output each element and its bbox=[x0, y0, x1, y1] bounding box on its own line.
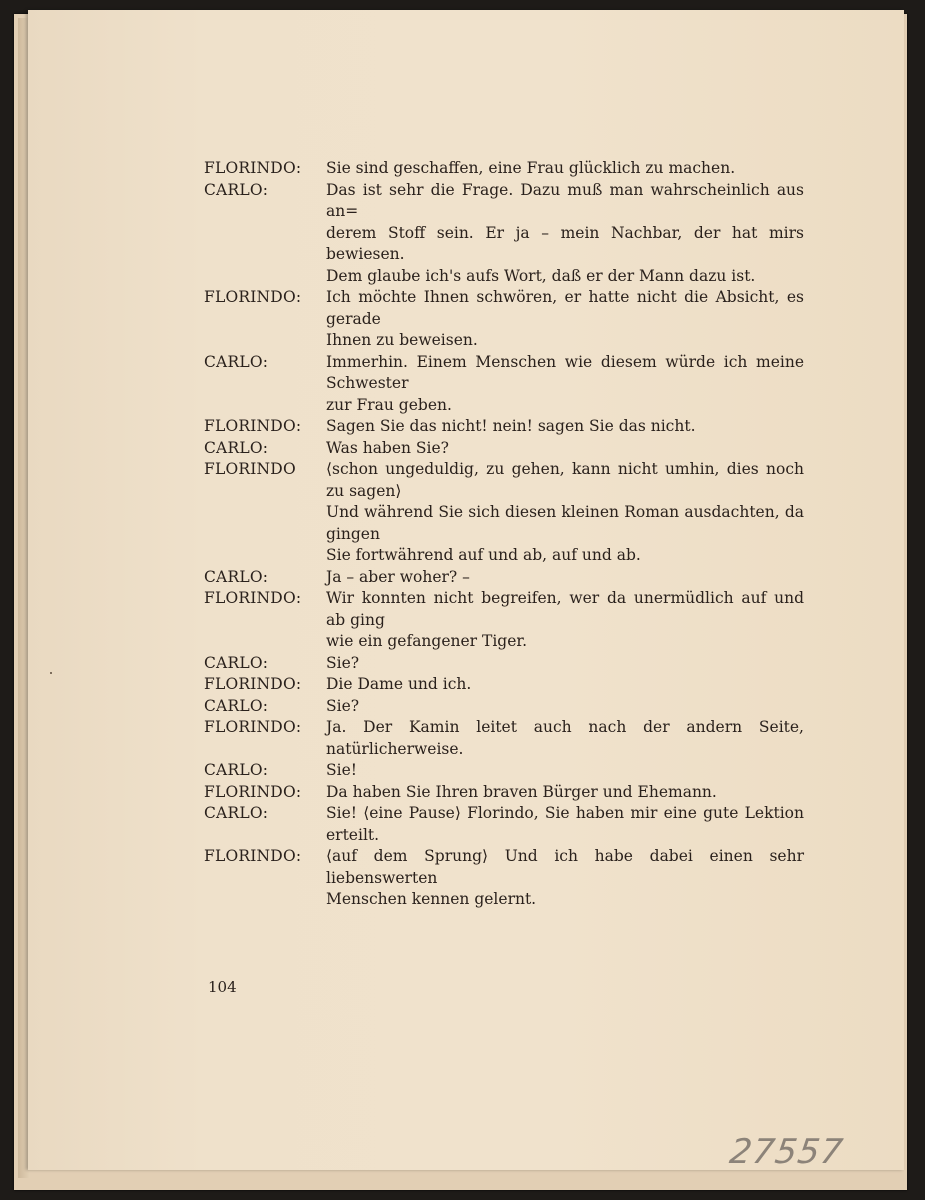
speech-text bbox=[326, 717, 804, 760]
speech-line: Sie? bbox=[326, 696, 360, 715]
speech-line: zur Frau geben. bbox=[326, 395, 452, 414]
dialogue-row bbox=[204, 416, 804, 438]
speech-line: Immerhin. Einem Menschen wie diesem würde ich meine Schwester bbox=[326, 352, 804, 392]
dialogue-row bbox=[204, 717, 804, 760]
speaker-name: FLORINDO: bbox=[204, 288, 302, 306]
speech-text bbox=[326, 158, 804, 180]
dialogue-row bbox=[204, 760, 804, 782]
dialogue-row bbox=[204, 180, 804, 288]
speech-text bbox=[326, 846, 804, 911]
speaker-name: FLORINDO: bbox=[204, 589, 302, 607]
dialogue-row bbox=[204, 438, 804, 460]
dialogue-row bbox=[204, 459, 804, 567]
speaker-name: CARLO: bbox=[204, 352, 269, 371]
speech-line: Und während Sie sich diesen kleinen Roman ausdachten, da gingen bbox=[326, 503, 804, 543]
speaker-name: FLORINDO: bbox=[204, 417, 302, 435]
speech-line: Ich möchte Ihnen schwören, er hatte nicht die Absicht, es gerade bbox=[326, 288, 804, 328]
speech-line: Dem glaube ich's aufs Wort, daß er der Mann dazu ist. bbox=[326, 266, 756, 285]
speech-line: Was haben Sie? bbox=[326, 438, 449, 457]
speech-text bbox=[326, 588, 804, 653]
handwritten-shelf-mark: 27557 bbox=[727, 1132, 846, 1172]
speech-line: Das ist sehr die Frage. Dazu muß man wahrscheinlich aus an= bbox=[326, 180, 804, 220]
dialogue-row bbox=[204, 803, 804, 846]
speech-line: Die Dame und ich. bbox=[326, 675, 472, 693]
speech-text bbox=[326, 653, 804, 675]
speech-text bbox=[326, 760, 804, 782]
speech-text bbox=[326, 567, 804, 589]
speaker-name: CARLO: bbox=[204, 804, 269, 822]
speech-line: Sie! ⟨eine Pause⟩ Florindo, Sie haben mir eine gute Lektion erteilt. bbox=[326, 804, 804, 844]
speech-text bbox=[326, 180, 804, 288]
speech-line: Sie sind geschaffen, eine Frau glücklich zu machen. bbox=[326, 159, 736, 177]
speech-line: Ja. Der Kamin leitet auch nach der andern Seite, natürlicherweise. bbox=[326, 718, 804, 758]
speech-text bbox=[326, 459, 804, 567]
dialogue-row bbox=[204, 588, 804, 653]
speaker-name: CARLO: bbox=[204, 180, 269, 199]
speaker-name: FLORINDO: bbox=[204, 675, 302, 693]
speech-line: derem Stoff sein. Er ja – mein Nachbar, der hat mirs bewiesen. bbox=[326, 223, 804, 263]
speaker-name: FLORINDO: bbox=[204, 159, 302, 177]
speech-line: wie ein gefangener Tiger. bbox=[326, 632, 528, 650]
dialogue-row bbox=[204, 653, 804, 675]
speaker-name: FLORINDO: bbox=[204, 782, 302, 801]
dialogue-row bbox=[204, 696, 804, 718]
speech-text bbox=[326, 416, 804, 438]
page-number: 104 bbox=[208, 978, 237, 996]
speech-line: Menschen kennen gelernt. bbox=[326, 890, 537, 908]
dialogue-row bbox=[204, 567, 804, 589]
speaker-name: CARLO: bbox=[204, 653, 269, 672]
speaker-name: CARLO: bbox=[204, 696, 269, 715]
speaker-name: FLORINDO: bbox=[204, 718, 302, 736]
speech-line: ⟨schon ungeduldig, zu gehen, kann nicht umhin, dies noch zu sagen⟩ bbox=[326, 460, 804, 500]
speech-line: Da haben Sie Ihren braven Bürger und Ehemann. bbox=[326, 782, 717, 801]
speech-text bbox=[326, 803, 804, 846]
dialogue-row bbox=[204, 846, 804, 911]
dialogue-row bbox=[204, 674, 804, 696]
speaker-name: FLORINDO: bbox=[204, 847, 302, 865]
speech-line: Sie? bbox=[326, 653, 360, 672]
speech-line: ⟨auf dem Sprung⟩ Und ich habe dabei einen sehr liebenswerten bbox=[326, 847, 804, 887]
dialogue-row bbox=[204, 782, 804, 804]
paper-speck bbox=[50, 672, 52, 674]
speech-text bbox=[326, 696, 804, 718]
dialogue-text bbox=[204, 158, 804, 911]
speaker-name: CARLO: bbox=[204, 567, 269, 586]
speech-line: Wir konnten nicht begreifen, wer da unermüdlich auf und ab ging bbox=[326, 589, 804, 629]
speech-text bbox=[326, 287, 804, 352]
speech-text bbox=[326, 674, 804, 696]
speech-text bbox=[326, 782, 804, 804]
speech-line: Sagen Sie das nicht! nein! sagen Sie das nicht. bbox=[326, 417, 696, 435]
speech-text bbox=[326, 438, 804, 460]
dialogue-row bbox=[204, 352, 804, 417]
speech-line: Sie! bbox=[326, 761, 357, 779]
speech-line: Sie fortwährend auf und ab, auf und ab. bbox=[326, 546, 641, 564]
speech-line: Ihnen zu beweisen. bbox=[326, 331, 478, 349]
speech-line: Ja – aber woher? – bbox=[326, 567, 470, 586]
speaker-name: CARLO: bbox=[204, 438, 269, 457]
speech-text bbox=[326, 352, 804, 417]
dialogue-row bbox=[204, 287, 804, 352]
speaker-name: FLORINDO bbox=[204, 460, 296, 478]
dialogue-row bbox=[204, 158, 804, 180]
speaker-name: CARLO: bbox=[204, 761, 269, 779]
